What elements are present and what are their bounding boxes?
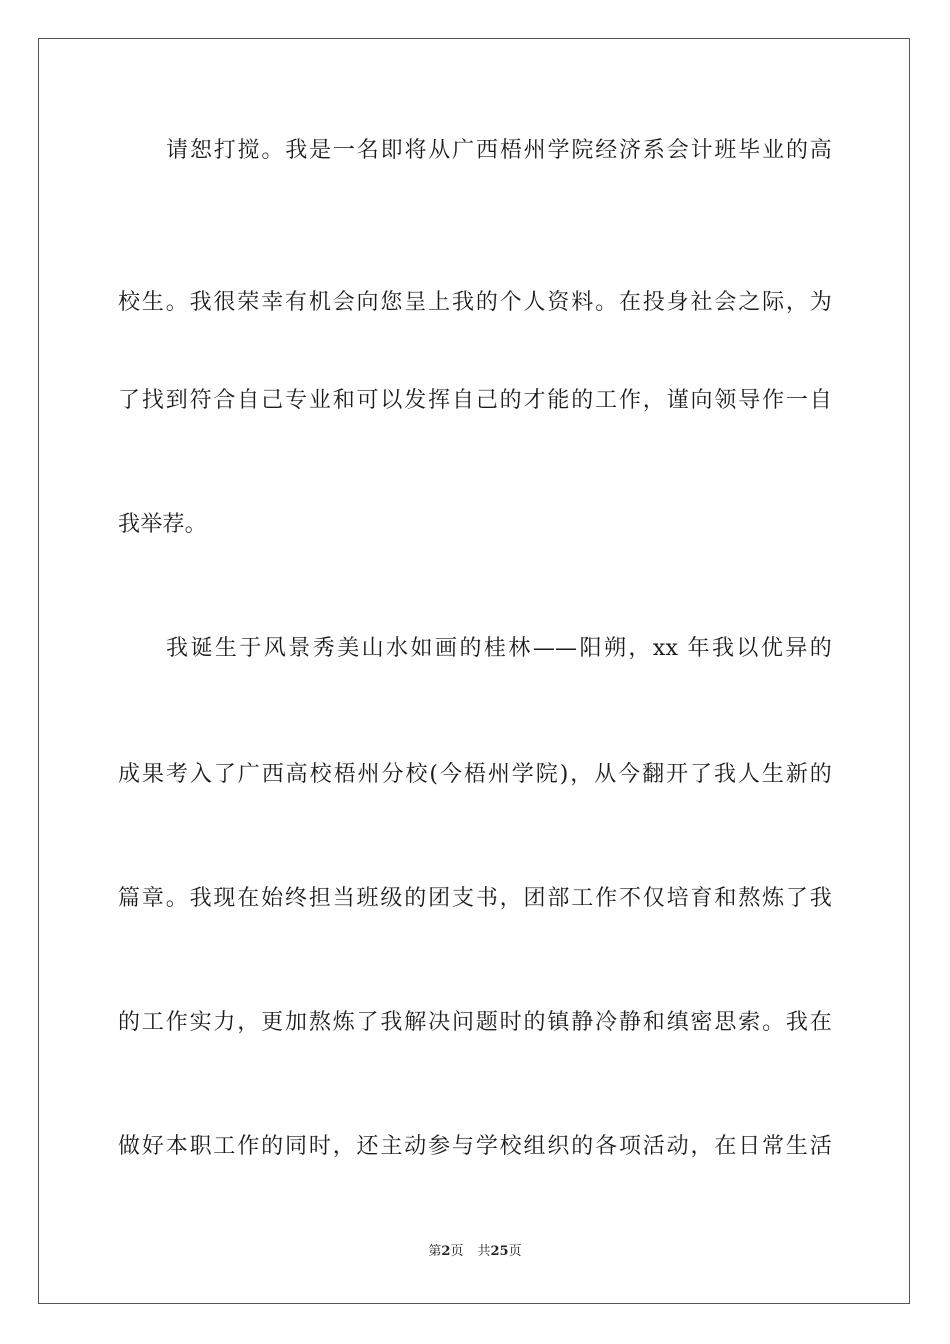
page-border bbox=[38, 38, 910, 1304]
paragraph-2-line-1: 我诞生于风景秀美山水如画的桂林——阳朔，xx 年我以优异的 bbox=[166, 636, 832, 661]
page-footer bbox=[0, 1243, 950, 1261]
paragraph-1-line-4: 我举荐。 bbox=[118, 512, 207, 537]
paragraph-2-line-5: 做好本职工作的同时，还主动参与学校组织的各项活动，在日常生活 bbox=[118, 1134, 832, 1159]
paragraph-1-line-1: 请恕打搅。我是一名即将从广西梧州学院经济系会计班毕业的高 bbox=[166, 138, 832, 163]
paragraph-1-line-3: 了找到符合自己专业和可以发挥自己的才能的工作，谨向领导作一自 bbox=[118, 388, 832, 413]
paragraph-1-line-2: 校生。我很荣幸有机会向您呈上我的个人资料。在投身社会之际，为 bbox=[118, 290, 832, 315]
total-prefix: 共 bbox=[477, 1244, 491, 1259]
paragraph-2-line-2: 成果考入了广西高校梧州分校(今梧州学院)，从今翻开了我人生新的 bbox=[118, 762, 832, 787]
page-suffix: 页 bbox=[450, 1244, 464, 1259]
page-number: 2 bbox=[441, 1244, 451, 1259]
total-pages: 25 bbox=[490, 1244, 509, 1259]
paragraph-2-line-4: 的工作实力，更加熬炼了我解决问题时的镇静冷静和缜密思索。我在 bbox=[118, 1010, 832, 1035]
paragraph-2-line-3: 篇章。我现在始终担当班级的团支书，团部工作不仅培育和熬炼了我 bbox=[118, 886, 832, 911]
total-suffix: 页 bbox=[508, 1244, 522, 1259]
page-prefix: 第 bbox=[428, 1244, 442, 1259]
